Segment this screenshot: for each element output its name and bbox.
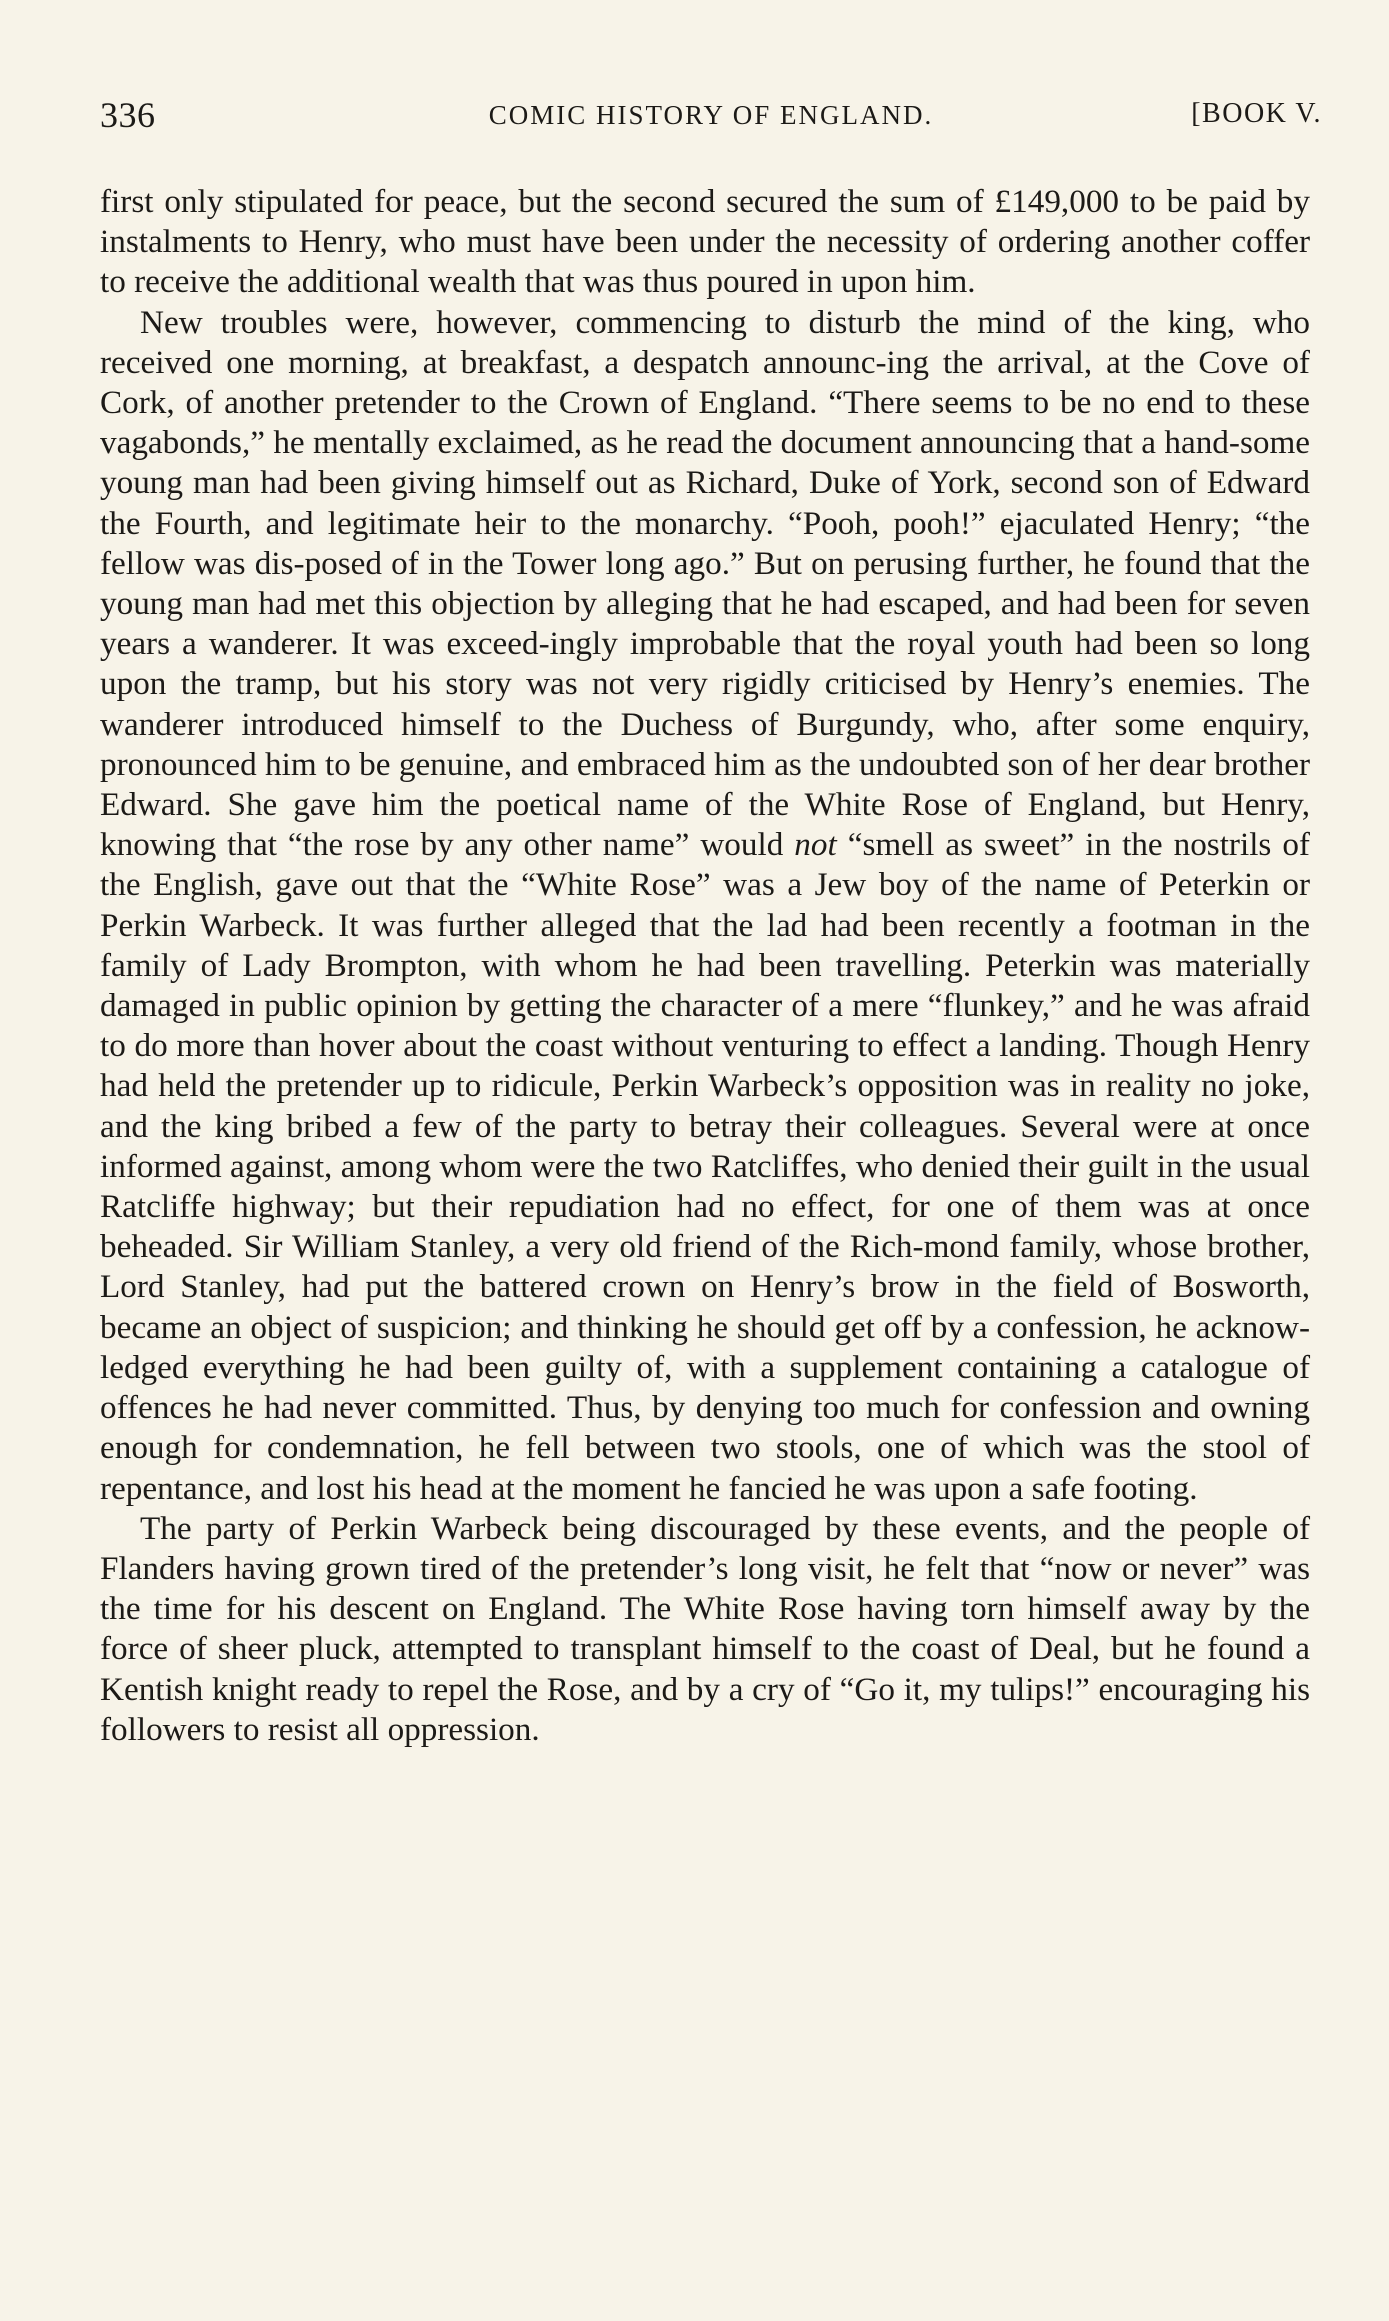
paragraph-continued: first only stipulated for peace, but the second secured the sum of £149,000 to be paid by instalments to Henry, who must have been under the necessity of ordering another coffer to receive the additional wealth that was thus poured in upon him. [100, 183, 1310, 301]
running-head [100, 94, 1322, 142]
body-text [100, 182, 1310, 1750]
emphasis-not: not [794, 826, 837, 864]
paragraph-text-after-emphasis: “smell as sweet” in the nostrils of the English, gave out that the “White Rose” was a Jew boy of the name of Peterkin or Perkin Warbeck. It was further alleged that the lad had been recently a footman in the family of Lady Brompton, with whom he had been travelling. Peterkin was materially damaged in public opinion by getting the character of a mere “flunkey,” and he was afraid to do more than hover about the coast without venturing to effect a landing. Though Henry had held the pretender up to ridicule, Perkin Warbeck’s opposition was in reality no joke, and the king bribed a few of the party to betray their colleagues. Several were at once informed against, among whom were the two Ratcliffes, who denied their guilt in the usual Ratcliffe highway; but their repudiation had no effect, for one of them was at once beheaded. Sir William Stanley, a very old friend of the Rich-mond family, whose brother, Lord Stanley, had put the battered crown on Henry’s brow in the field of Bosworth, became an object of suspicion; and thinking he should get off by a confession, he acknow-ledged everything he had been guilty of, with a supplement containing a catalogue of offences he had never committed. Thus, by denying too much for confession and owning enough for condemnation, he fell between two stools, one of which was the stool of repentance, and lost his head at the moment he fancied he was upon a safe footing. [100, 826, 1310, 1507]
book-label: [BOOK V. [1191, 98, 1322, 129]
paragraph-text-before-emphasis: New troubles were, however, commencing to disturb the mind of the king, who received one morning, at breakfast, a despatch announc-ing the arrival, at the Cove of Cork, of another pretender to the Crown of England. “There seems to be no end to these vagabonds,” he mentally exclaimed, as he read the document announcing that a hand-some young man had been giving himself out as Richard, Duke of York, second son of Edward the Fourth, and legitimate heir to the monarchy. “Pooh, pooh!” ejaculated Henry; “the fellow was dis-posed of in the Tower long ago.” But on perusing further, he found that the young man had met this objection by alleging that he had escaped, and had been for seven years a wanderer. It was exceed-ingly improbable that the royal youth had been so long upon the tramp, but his story was not very rigidly criticised by Henry’s enemies. The wanderer introduced himself to the Duchess of Burgundy, who, after some enquiry, pronounced him to be genuine, and embraced him as the undoubted son of her dear brother Edward. She gave him the poetical name of the White Rose of England, but Henry, knowing that “the rose by any other name” would [100, 303, 1310, 864]
paragraph-perkin-warbeck: The party of Perkin Warbeck being discouraged by these events, and the people of Flanders having grown tired of the pretender’s long visit, he felt that “now or never” was the time for his descent on England. The White Rose having torn himself away by the force of sheer pluck, attempted to transplant himself to the coast of Deal, but he found a Kentish knight ready to repel the Rose, and by a cry of “Go it, my tulips!” encouraging his followers to resist all oppression. [100, 1509, 1310, 1748]
running-title: COMIC HISTORY OF ENGLAND. [488, 100, 934, 130]
paragraph-new-troubles [100, 303, 1310, 1509]
page-number: 336 [100, 95, 156, 135]
